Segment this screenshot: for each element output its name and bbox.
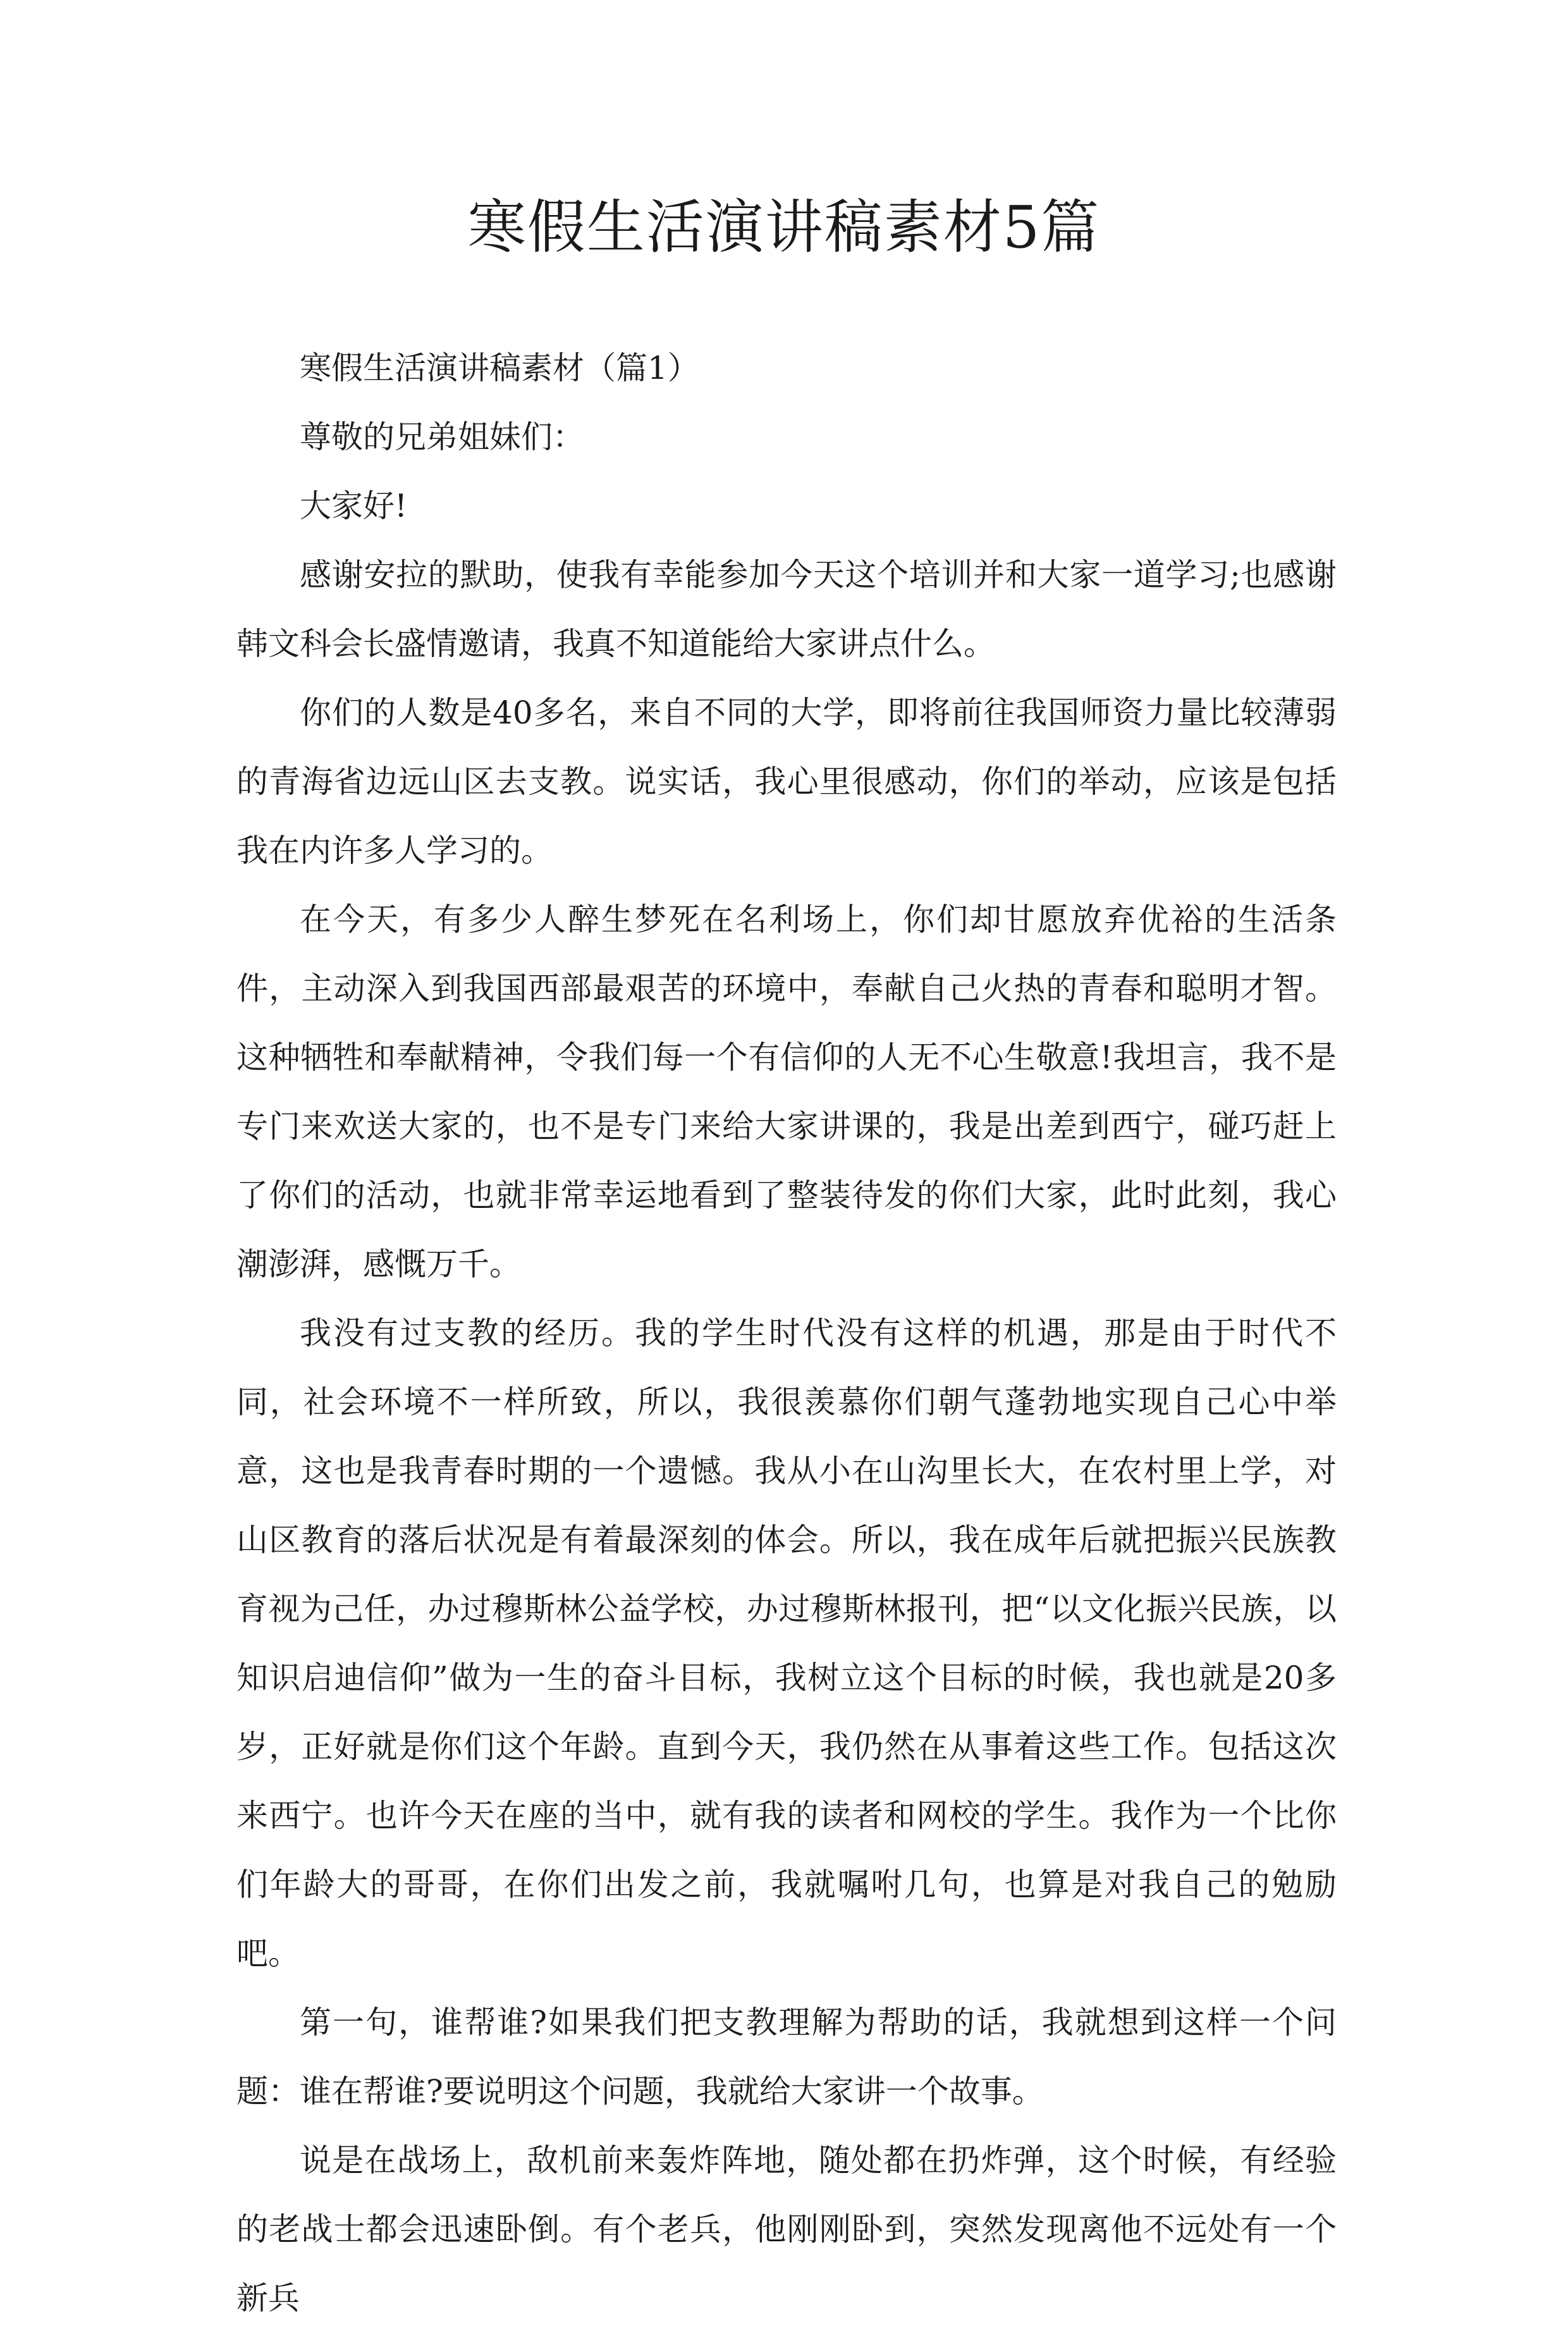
document-title: 寒假生活演讲稿素材5篇 [467,194,1101,261]
section-heading: 寒假生活演讲稿素材（篇1） [300,350,699,386]
salutation: 尊敬的兄弟姐妹们： [300,419,584,455]
body-paragraph: 我没有过支教的经历。我的学生时代没有这样的机遇，那是由于时代不同，社会环境不一样所致，所以，我很羡慕你们朝气蓬勃地实现自己心中举意，这也是我青春时期的一个遗憾。我从小在山沟里长大，在农村里上学，对山区教育的落后状况是有着最深刻的体会。所以，我在成年后就把振兴民族教育视为己任，办过穆斯林公益学校，办过穆斯林报刊，把“以文化振兴民族，以知识启迪信仰”做为一生的奋斗目标，我树立这个目标的时候，我也就是20多岁，正好就是你们这个年龄。直到今天，我仍然在从事着这些工作。包括这次来西宁。也许今天在座的当中，就有我的读者和网校的学生。我作为一个比你们年龄大的哥哥，在你们出发之前，我就嘱咐几句，也算是对我自己的勉励吧。 [236,1315,1337,1972]
body-paragraph: 说是在战场上，敌机前来轰炸阵地，随处都在扔炸弹，这个时候，有经验的老战士都会迅速卧倒。有个老兵，他刚刚卧到，突然发现离他不远处有一个新兵 [236,2142,1337,2317]
body-paragraph: 你们的人数是40多名，来自不同的大学，即将前往我国师资力量比较薄弱的青海省边远山区去支教。说实话，我心里很感动，你们的举动，应该是包括我在内许多人学习的。 [236,694,1337,869]
body-paragraph: 第一句，谁帮谁?如果我们把支教理解为帮助的话，我就想到这样一个问题：谁在帮谁?要说明这个问题，我就给大家讲一个故事。 [236,2004,1337,2110]
document-body [236,334,1337,2333]
body-paragraph: 在今天，有多少人醉生梦死在名利场上，你们却甘愿放弃优裕的生活条件，主动深入到我国西部最艰苦的环境中，奉献自己火热的青春和聪明才智。这种牺牲和奉献精神，令我们每一个有信仰的人无不心生敬意!我坦言，我不是专门来欢送大家的，也不是专门来给大家讲课的，我是出差到西宁，碰巧赶上了你们的活动，也就非常幸运地看到了整装待发的你们大家，此时此刻，我心潮澎湃，感慨万千。 [236,901,1337,1283]
greeting: 大家好! [300,488,408,524]
body-paragraph: 感谢安拉的默助，使我有幸能参加今天这个培训并和大家一道学习;也感谢韩文科会长盛情邀请，我真不知道能给大家讲点什么。 [236,557,1337,662]
